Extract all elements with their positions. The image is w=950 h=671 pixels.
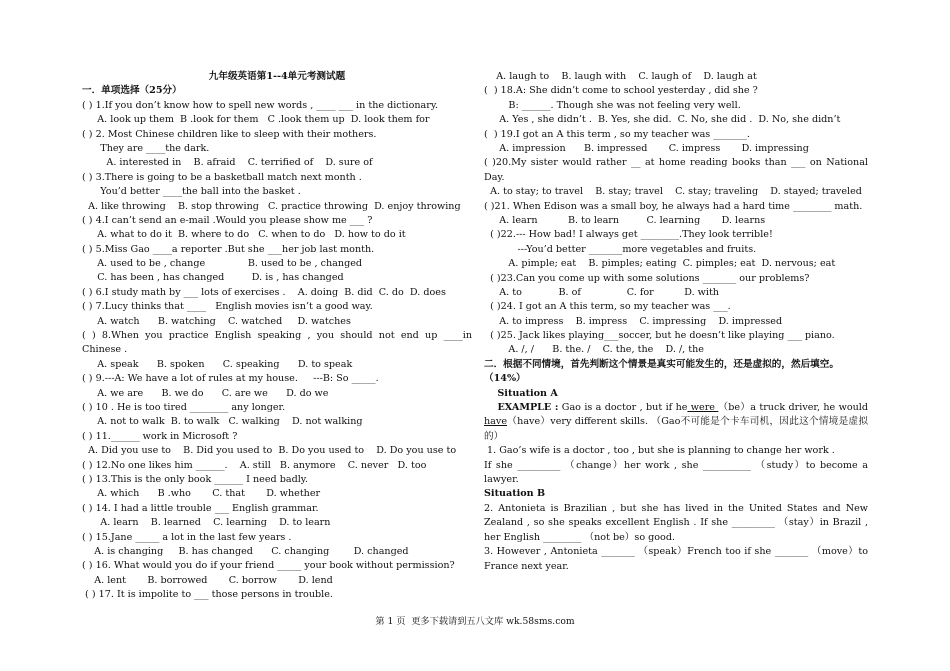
question-line: A. not to walk B. to walk C. walking D. not walking	[82, 416, 363, 428]
question-line: A. to B. of C. for D. with	[484, 286, 719, 298]
question-line: ( ) 18.A: She didn’t come to school yesterday , did she ?	[484, 85, 758, 97]
question-line: A. impression B. impressed C. impress D. impressing	[484, 142, 809, 154]
section-2-heading: 二．根据不同情境，首先判断这个情景是真实可能发生的，还是虚拟的，然后填空。（14%）	[484, 358, 839, 385]
example-text-3: （have）very different skills. （Gao不可能是个卡车司机，因此这个情境是虚拟的）	[484, 416, 868, 442]
question-line: ( ) 15.Jane _____ a lot in the last few years .	[82, 531, 292, 543]
example-label: EXAMPLE :	[497, 402, 559, 414]
question-line: C. has been , has changed D. is , has changed	[82, 272, 344, 284]
exercise-line: 3. However , Antonieta _______ （speak）French too if she _______ （move）to France next year.	[484, 546, 868, 572]
question-line: A. speak B. spoken C. speaking D. to speak	[82, 358, 353, 370]
example-text-1: Gao is a doctor , but if he	[558, 402, 688, 414]
question-line: A. to stay; to travel B. stay; travel C. stay; traveling D. stayed; traveled	[484, 186, 862, 198]
question-line: ---You’d better _______more vegetables and fruits.	[484, 243, 757, 255]
right-column	[484, 70, 868, 574]
question-line: ( ) 1.If you don’t know how to spell new words , ____ ___ in the dictionary.	[82, 99, 439, 111]
question-line: A. Did you use to B. Did you used to B. Do you used to D. Do you use to	[82, 445, 457, 457]
exercise-line: 1. Gao’s wife is a doctor , too , but she is planning to change her work .	[484, 445, 835, 457]
exercise-line: If she _________ （change）her work , she __________ （study）to become a lawyer.	[484, 459, 868, 486]
question-line: A. /, / B. the. / C. the, the D. /, the	[484, 344, 704, 356]
example-answer-were: were	[687, 402, 719, 414]
question-line: ( ) 9.---A: We have a lot of rules at my house. ---B: So _____.	[82, 373, 379, 385]
question-line: A. laugh to B. laugh with C. laugh of D. laugh at	[484, 71, 757, 82]
section-1-heading: 一．单项选择（25分）	[82, 85, 182, 97]
question-line: A. we are B. we do C. are we D. do we	[82, 387, 329, 399]
question-line: ( ) 4.I can’t send an e-mail .Would you please show me ___ ?	[82, 214, 373, 226]
question-line: A. learn B. to learn C. learning D. learns	[484, 214, 766, 226]
question-line: ( ) 13.This is the only book ______ I need badly.	[82, 473, 308, 485]
example-answer-have: have	[484, 416, 507, 428]
question-line: ( ) 19.I got an A this term , so my teacher was _______.	[484, 128, 750, 140]
question-line: A. lent B. borrowed C. borrow D. lend	[82, 574, 333, 586]
question-line: A. watch B. watching C. watched D. watches	[82, 315, 351, 327]
question-line: A. pimple; eat B. pimples; eating C. pimples; eat D. nervous; eat	[484, 258, 836, 270]
question-line: B: ______. Though she was not feeling very well.	[484, 99, 741, 111]
question-line: ( ) 3.There is going to be a basketball match next month .	[82, 171, 362, 183]
page-title: 九年级英语第1--4单元考测试题	[208, 71, 346, 82]
question-line: ( ) 14. I had a little trouble ___ English grammar.	[82, 502, 319, 514]
situation-b-questions	[484, 502, 868, 574]
question-line: You’d better ____the ball into the basket .	[82, 186, 301, 198]
question-line: A. used to be , change B. used to be , changed	[82, 258, 363, 270]
question-line: ( )25. Jack likes playing___soccer, but he doesn’t like playing ___ piano.	[484, 330, 835, 342]
question-line: A. is changing B. has changed C. changing D. changed	[82, 545, 409, 557]
question-line: ( )22.--- How bad! I always get ________.They look terrible!	[484, 229, 773, 241]
question-line: ( ) 2. Most Chinese children like to sleep with their mothers.	[82, 128, 377, 140]
situation-a-heading	[484, 387, 868, 401]
question-line: ( )24. I got an A this term, so my teacher was ___.	[484, 301, 731, 313]
question-line: ( ) 16. What would you do if your friend _____ your book without permission?	[82, 560, 455, 572]
question-line: A. look up them B .look for them C .look them up D. look them for	[82, 114, 430, 126]
question-line: ( ) 7.Lucy thinks that ____ English movies isn’t a good way.	[82, 301, 373, 313]
question-line: A. what to do it B. where to do C. when to do D. how to do it	[82, 229, 406, 241]
question-line: ( ) 17. It is impolite to ___ those persons in trouble.	[82, 589, 333, 601]
situation-a-questions	[484, 444, 868, 487]
example-paragraph	[484, 401, 868, 444]
exercise-line: 2. Antonieta is Brazilian , but she has lived in the United States and New Zealand , so she speaks excellent English . If she _________ （stay）in Brazil , her English ________ （not be）so good.	[484, 502, 868, 543]
situation-b-heading: Situation B	[484, 488, 546, 500]
question-line: ( ) 12.No one likes him ______. A. still B. anymore C. never D. too	[82, 459, 427, 471]
question-line: ( )21. When Edison was a small boy, he always had a hard time ________ math.	[484, 200, 863, 212]
question-line: ( ) 10 . He is too tired ________ any longer.	[82, 402, 286, 414]
example-text-2: （be）a truck driver, he would	[718, 402, 868, 414]
question-line: A. which B .who C. that D. whether	[82, 488, 321, 500]
question-line: ( ) 5.Miss Gao ____a reporter .But she ___her job last month.	[82, 243, 375, 255]
question-line: ( ) 8.When you practice English speaking , you should not end up ____in Chinese .	[82, 330, 472, 356]
question-line: A. to impress B. impress C. impressing D. impressed	[484, 315, 783, 327]
question-line: A. learn B. learned C. learning D. to learn	[82, 517, 331, 529]
page-footer: 第 1 页 更多下载请到五八文库 wk.58sms.com	[375, 616, 575, 627]
question-line: ( ) 11.______ work in Microsoft ?	[82, 430, 238, 442]
left-question-list	[82, 99, 472, 603]
question-line: A. interested in B. afraid C. terrified of D. sure of	[82, 157, 373, 169]
question-line: ( )23.Can you come up with some solutions _______ our problems?	[484, 272, 810, 284]
situation-a-label: Situation A	[497, 387, 558, 399]
right-question-list	[484, 70, 868, 358]
question-line: ( )20.My sister would rather __ at home reading books than ___ on National Day.	[484, 157, 868, 183]
question-line: They are ____the dark.	[82, 142, 210, 154]
question-line: ( ) 6.I study math by ___ lots of exercises . A. doing B. did C. do D. does	[82, 286, 446, 298]
question-line: A. Yes , she didn’t . B. Yes, she did. C. No, she did . D. No, she didn’t	[484, 114, 841, 126]
question-line: A. like throwing B. stop throwing C. practice throwing D. enjoy throwing	[82, 200, 461, 212]
left-column	[82, 70, 472, 602]
